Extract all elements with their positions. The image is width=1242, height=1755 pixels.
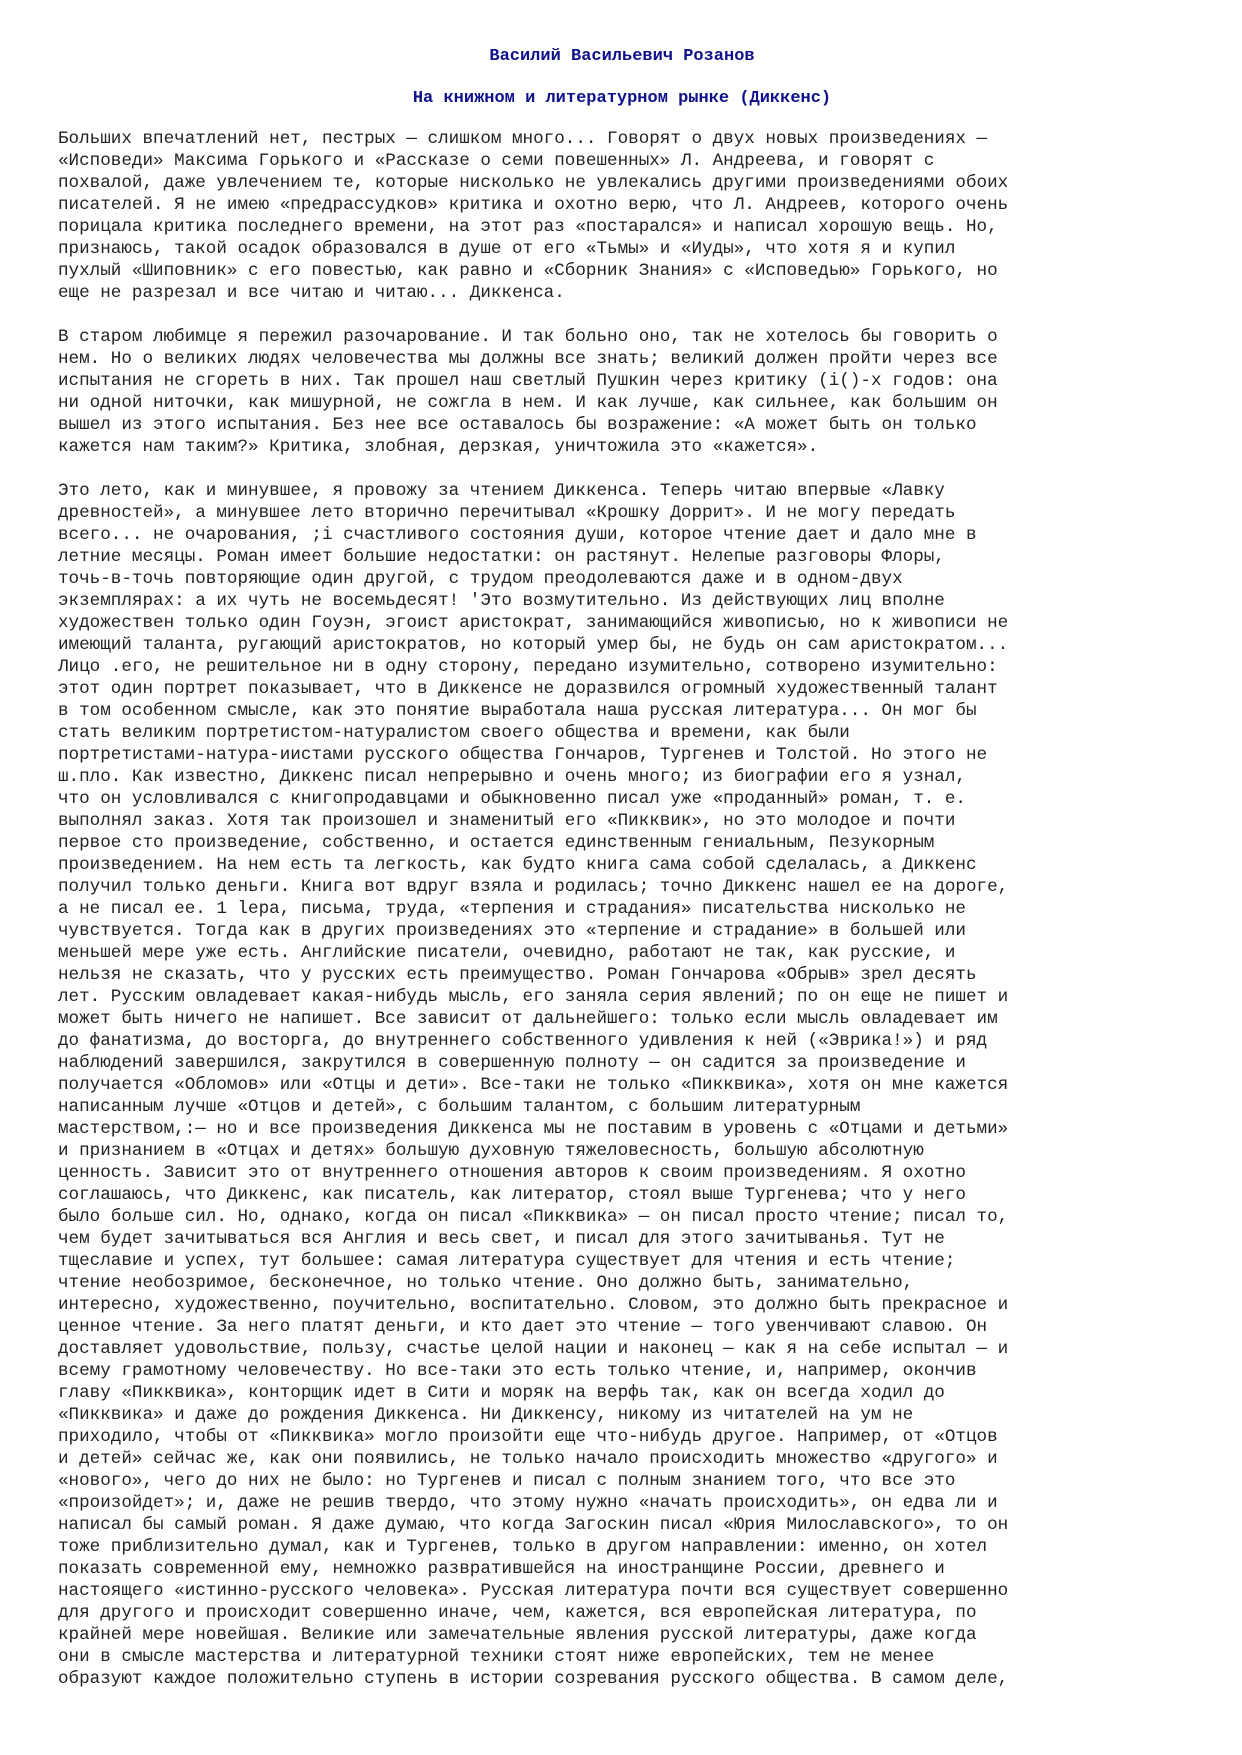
text-line: произведением. На нем есть та легкость, как будто книга сама собой сделалась, а Диккенс	[58, 855, 977, 875]
text-line: получил только деньги. Книга вот вдруг взяла и родилась; точно Диккенс нашел ее на дороге,	[58, 877, 1009, 897]
text-line: ни одной ниточки, как мишурной, не сожгла в нем. И как лучше, как сильнее, как большим он	[58, 393, 998, 413]
text-line: еще не разрезал и все читаю и читаю... Диккенса.	[58, 283, 565, 303]
paragraph	[58, 326, 1186, 458]
document-page	[58, 40, 1186, 1712]
text-line: летние месяцы. Роман имеет большие недостатки: он растянут. Нелепые разговоры Флоры,	[58, 547, 945, 567]
text-line: что он условливался с книгопродавцами и обыкновенно писал уже «проданный» роман, т. е.	[58, 789, 966, 809]
text-line: показать современной ему, немножко развратившейся на иностранщине России, древнего и	[58, 1559, 945, 1579]
text-line: всего... не очарования, ;i счастливого состояния души, которое чтение дает и дало мне в	[58, 525, 977, 545]
text-line: выполнял заказ. Хотя так произошел и знаменитый его «Пикквик», но это молодое и почти	[58, 811, 956, 831]
text-line: «нового», чего до них не было: но Тургенев и писал с полным знанием того, что все это	[58, 1471, 956, 1491]
text-line: художествен только один Гоуэн, эгоист аристократ, занимающийся живописью, но к живописи не	[58, 613, 1009, 633]
text-line: чувствуется. Тогда как в других произведениях это «терпение и страдание» в большей или	[58, 921, 966, 941]
text-line: имеющий таланта, ругающий аристократов, но который умер бы, не будь он сам аристократом...	[58, 635, 1009, 655]
text-line: и детей» сейчас же, как они появились, не только начало происходить множество «другого» и	[58, 1449, 998, 1469]
text-line: В старом любимце я пережил разочарование. И так больно оно, так не хотелось бы говорить о	[58, 327, 998, 347]
text-line: доставляет удовольствие, пользу, счастье целой нации и наконец — как я на себе испытал — и	[58, 1339, 1009, 1359]
text-line: наблюдений завершился, закрутился в совершенную полноту — он садится за произведение и	[58, 1053, 966, 1073]
text-line: точь-в-точь повторяющие один другой, с трудом преодолеваются даже и в одном-двух	[58, 569, 903, 589]
text-line: настоящего «истинно-русского человека». Русская литература почти вся существует совершенно	[58, 1581, 1009, 1601]
text-line: главу «Пикквика», конторщик идет в Сити и моряк на верфь так, как он всегда ходил до	[58, 1383, 945, 1403]
text-line: тоже приблизительно думал, как и Тургенев, только в другом направлении: именно, он хотел	[58, 1537, 988, 1557]
text-line: было больше сил. Но, однако, когда он писал «Пикквика» — он писал просто чтение; писал то,	[58, 1207, 1009, 1227]
text-line: интересно, художественно, поучительно, воспитательно. Словом, это должно быть прекрасное и	[58, 1295, 1009, 1315]
text-line: крайней мере новейшая. Великие или замечательные явления русской литературы, даже когда	[58, 1625, 977, 1645]
text-line: Лицо .его, не решительное ни в одну сторону, передано изумительно, сотворено изумительно:	[58, 657, 998, 677]
document-body	[58, 128, 1186, 1690]
text-line: чтение необозримое, бесконечное, но только чтение. Оно должно быть, занимательно,	[58, 1273, 914, 1293]
document-author: Василий Васильевич Розанов	[489, 47, 755, 66]
text-line: похвалой, даже увлечением те, которые нисколько не увлекались другими произведениями обоих	[58, 173, 1009, 193]
text-line: портретистами-натура-иистами русского общества Гончаров, Тургенев и Толстой. Но этого не	[58, 745, 988, 765]
text-line: ценность. Зависит это от внутреннего отношения авторов к своим произведениям. Я охотно	[58, 1163, 966, 1183]
text-line: древностей», а минувшее лето вторично перечитывал «Крошку Доррит». И не могу передать	[58, 503, 956, 523]
document-title: На книжном и литературном рынке (Диккенс)	[412, 89, 832, 108]
text-line: получается «Обломов» или «Отцы и дети». Все-таки не только «Пикквика», хотя он мне кажется	[58, 1075, 1009, 1095]
text-line: соглашаюсь, что Диккенс, как писатель, как литератор, стоял выше Тургенева; что у него	[58, 1185, 966, 1205]
text-line: стать великим портретистом-натуралистом своего общества и времени, как были	[58, 723, 850, 743]
text-line: написанным лучше «Отцов и детей», с большим талантом, с большим литературным	[58, 1097, 861, 1117]
text-line: вышел из этого испытания. Без нее все оставалось бы возражение: «А может быть он только	[58, 415, 977, 435]
text-line: писателей. Я не имею «предрассудков» критика и охотно верю, что Л. Андреев, которого очень	[58, 195, 1009, 215]
text-line: пухлый «Шиповник» с его повестью, как равно и «Сборник Знания» с «Исповедью» Горького, но	[58, 261, 998, 281]
text-line: для другого и происходит совершенно иначе, чем, кажется, вся европейская литература, по	[58, 1603, 977, 1623]
text-line: «Исповеди» Максима Горького и «Рассказе о семи повешенных» Л. Андреева, и говорят с	[58, 151, 935, 171]
text-line: Это лето, как и минувшее, я провожу за чтением Диккенса. Теперь читаю впервые «Лавку	[58, 481, 945, 501]
text-line: они в смысле мастерства и литературной техники стоят ниже европейских, тем не менее	[58, 1647, 935, 1667]
text-line: этот один портрет показывает, что в Диккенсе не доразвился огромный художественный талант	[58, 679, 998, 699]
text-line: может быть ничего не напишет. Все зависит от дальнейшего: только если мысль овладевает им	[58, 1009, 998, 1029]
text-line: мастерством,:— но и все произведения Диккенса мы не поставим в уровень с «Отцами и детьми»	[58, 1119, 1009, 1139]
text-line: лет. Русским овладевает какая-нибудь мысль, его заняла серия явлений; по он еще не пишет и	[58, 987, 1009, 1007]
text-line: в том особенном смысле, как это понятие выработала наша русская литература... Он мог бы	[58, 701, 977, 721]
text-line: написал бы самый роман. Я даже думаю, что когда Загоскин писал «Юрия Милославского», то он	[58, 1515, 1009, 1535]
text-line: а не писал ее. 1 lepa, письма, труда, «терпения и страдания» писательства нисколько не	[58, 899, 966, 919]
text-line: нельзя не сказать, что у русских есть преимущество. Роман Гончарова «Обрыв» зрел десять	[58, 965, 977, 985]
text-line: признаюсь, такой осадок образовался в душе от его «Тьмы» и «Иуды», что хотя я и купил	[58, 239, 956, 259]
text-line: порицала критика последнего времени, на этот раз «постарался» и написал хорошую вещь. Но,	[58, 217, 998, 237]
text-line: первое сто произведение, собственно, и остается единственным гениальным, Пезукорным	[58, 833, 935, 853]
text-line: чем будет зачитываться вся Англия и весь свет, и писал для этого зачитыванья. Тут не	[58, 1229, 945, 1249]
text-line: меньшей мере уже есть. Английские писатели, очевидно, работают не так, как русские, и	[58, 943, 956, 963]
text-line: Больших впечатлений нет, пестрых — слишком много... Говорят о двух новых произведениях —	[58, 129, 988, 149]
text-line: и признанием в «Отцах и детях» большую духовную тяжеловесность, большую абсолютную	[58, 1141, 924, 1161]
text-line: ценное чтение. За него платят деньги, и кто дает это чтение — того увенчивают славою. Он	[58, 1317, 988, 1337]
text-line: до фанатизма, до восторга, до внутреннего собственного удивления к ней («Эврика!») и ряд	[58, 1031, 988, 1051]
text-line: нем. Но о великих людях человечества мы должны все знать; великий должен пройти через все	[58, 349, 998, 369]
text-line: ш.пло. Как известно, Диккенс писал непрерывно и очень много; из биографии его я узнал,	[58, 767, 966, 787]
text-line: испытания не сгореть в них. Так прошел наш светлый Пушкин через критику (i()-х годов: она	[58, 371, 998, 391]
text-line: «произойдет»; и, даже не решив твердо, что этому нужно «начать происходить», он едва ли и	[58, 1493, 998, 1513]
paragraph	[58, 128, 1186, 304]
text-line: образуют каждое положительно ступень в истории созревания русского общества. В самом деле,	[58, 1669, 1009, 1689]
text-line: тщеславие и успех, тут большее: самая литература существует для чтения и есть чтение;	[58, 1251, 956, 1271]
text-line: «Пикквика» и даже до рождения Диккенса. Ни Диккенсу, никому из читателей на ум не	[58, 1405, 914, 1425]
text-line: всему грамотному человечеству. Но все-таки это есть только чтение, и, например, окончив	[58, 1361, 977, 1381]
paragraph	[58, 480, 1186, 1690]
text-line: приходило, чтобы от «Пикквика» могло произойти еще что-нибудь другое. Например, от «Отцов	[58, 1427, 998, 1447]
text-line: экземплярах: а их чуть не восемьдесят! 'Это возмутительно. Из действующих лиц вполне	[58, 591, 945, 611]
text-line: кажется нам таким?» Критика, злобная, дерзкая, уничтожила это «кажется».	[58, 437, 819, 457]
